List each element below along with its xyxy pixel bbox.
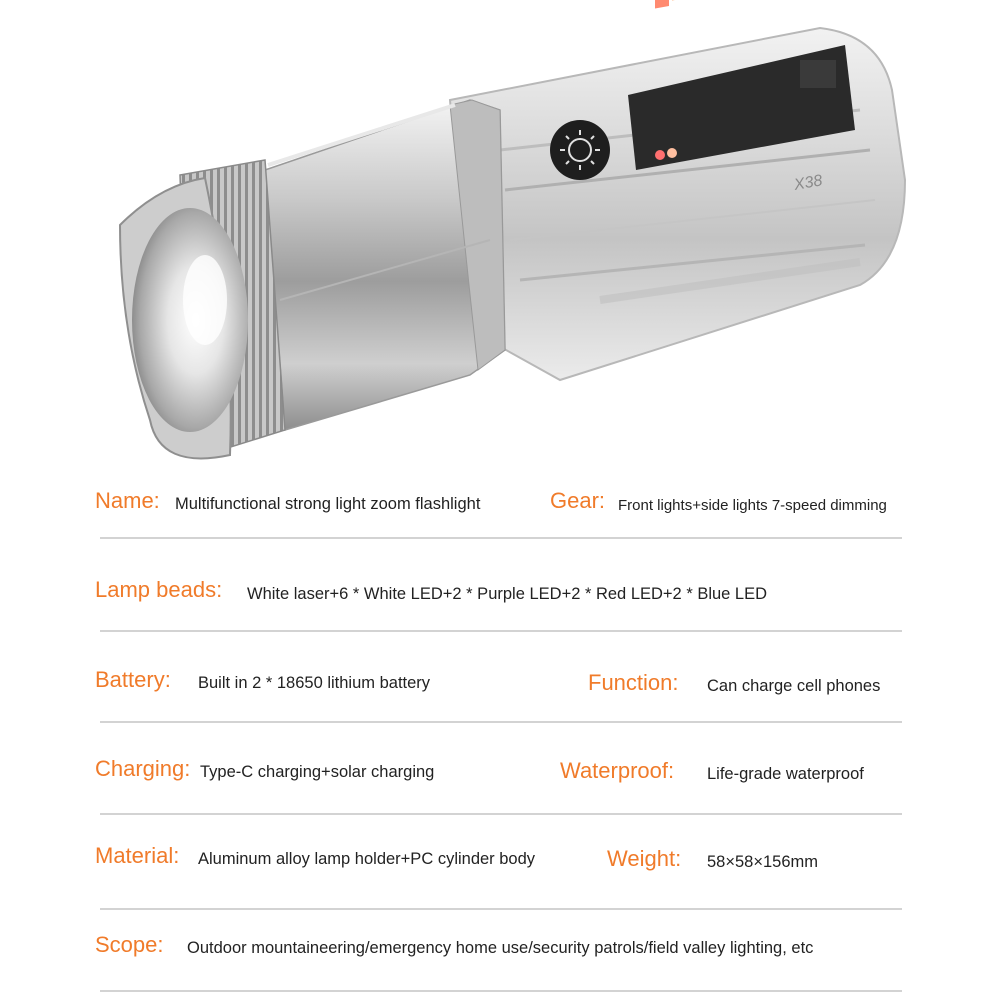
spec-value-weight: 58×58×156mm [707, 853, 818, 871]
spec-value-gear: Front lights+side lights 7-speed dimming [618, 497, 887, 514]
spec-label-scope: Scope: [95, 932, 164, 957]
spec-value-charging: Type-C charging+solar charging [200, 763, 435, 781]
spec-row-3 [95, 667, 905, 707]
divider [100, 537, 902, 539]
spec-label-waterproof: Waterproof: [560, 758, 675, 783]
spec-label-name: Name: [95, 488, 160, 513]
spec-value-battery: Built in 2 * 18650 lithium battery [198, 674, 431, 692]
spec-value-material: Aluminum alloy lamp holder+PC cylinder body [198, 850, 536, 868]
divider [100, 908, 902, 910]
spec-label-function: Function: [588, 670, 679, 695]
spec-row-4 [95, 756, 905, 796]
spec-label-gear: Gear: [550, 488, 606, 513]
flashlight-image [0, 0, 1000, 480]
model-text: X38 [792, 172, 824, 194]
divider [100, 630, 902, 632]
divider [100, 813, 902, 815]
spec-row-6 [95, 932, 905, 972]
flashlight-body [120, 0, 905, 458]
spec-label-charging: Charging: [95, 756, 191, 781]
spec-row-1 [95, 488, 905, 528]
spec-label-lamp-beads: Lamp beads: [95, 577, 223, 602]
spec-value-lamp-beads: White laser+6 * White LED+2 * Purple LED+2 * Red LED+2 * Blue LED [247, 585, 768, 603]
divider [100, 721, 902, 723]
spec-value-waterproof: Life-grade waterproof [707, 765, 864, 783]
spec-label-weight: Weight: [607, 846, 682, 871]
spec-row-2 [95, 577, 905, 617]
spec-value-function: Can charge cell phones [707, 677, 881, 695]
spec-value-name: Multifunctional strong light zoom flashlight [175, 495, 481, 513]
spec-label-battery: Battery: [95, 667, 171, 692]
spec-value-scope: Outdoor mountaineering/emergency home use/security patrols/field valley lighting, etc [187, 939, 814, 957]
power-switch-button [550, 120, 610, 180]
spec-label-material: Material: [95, 843, 180, 868]
spec-row-5 [95, 843, 905, 883]
divider [100, 990, 902, 992]
